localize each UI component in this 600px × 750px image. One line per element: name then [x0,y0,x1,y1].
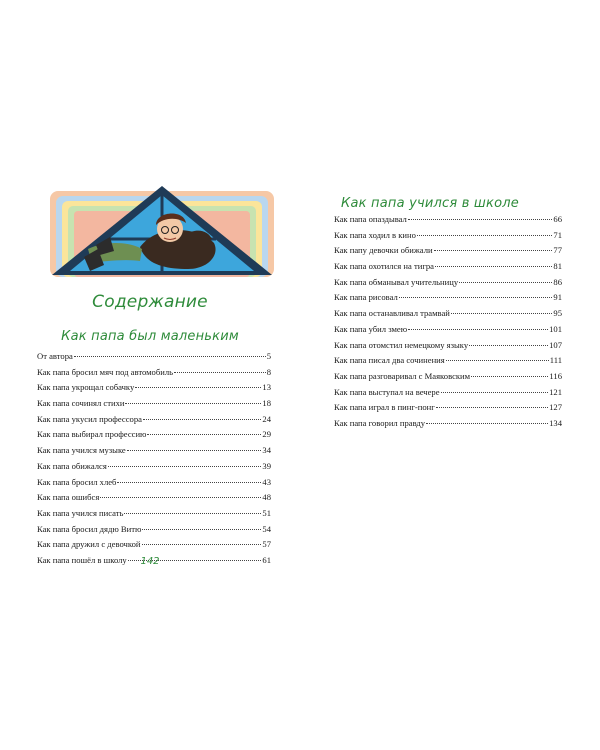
toc-entry-title: Как папа ошибся [37,492,100,503]
toc-entry[interactable] [334,228,562,244]
toc-entry[interactable] [37,443,271,459]
toc-entry-title: Как папа останавливал трамвай [334,308,450,319]
toc-entry-title: Как папа писал два сочинения [334,355,445,366]
dot-leader [143,419,261,420]
dot-leader [124,513,261,514]
toc-entry[interactable] [37,365,271,381]
dot-leader [399,297,553,298]
dot-leader [135,387,261,388]
toc-entry-page: 18 [262,398,271,409]
toc-entry-page: 54 [262,523,271,534]
dot-leader [117,482,261,483]
toc-entry-title: Как папа выбирал профессию [37,429,147,440]
dot-leader [471,376,548,377]
toc-entry[interactable] [37,459,271,475]
dot-leader [127,450,262,451]
toc-entry-title: Как папа убил змею [334,323,408,334]
toc-entry-page: 34 [262,445,271,456]
dot-leader [435,266,552,267]
dot-leader [436,407,548,408]
toc-entry-page: 39 [262,460,271,471]
toc-entry[interactable] [37,506,271,522]
toc-entry-page: 111 [549,355,562,366]
toc-entry-title: Как папа отомстил немецкому языку [334,339,469,350]
dot-leader [125,403,261,404]
toc-entry-page: 134 [549,417,562,428]
toc-entry-page: 95 [553,308,562,319]
dot-leader [408,329,548,330]
toc-entry[interactable] [37,396,271,412]
toc-entry-title: Как папа учился писать [37,507,124,518]
toc-entry[interactable] [37,475,271,491]
toc-entry-page: 51 [262,507,271,518]
toc-entry[interactable] [334,338,562,354]
toc-entry-page: 116 [549,370,562,381]
toc-entry-page: 29 [262,429,271,440]
toc-entry-page: 24 [262,413,271,424]
toc-entry[interactable] [37,537,271,553]
toc-entry-page: 66 [553,214,562,224]
dot-leader [100,497,261,498]
toc-entry[interactable] [37,349,271,365]
toc-entry-title: Как папа бросил мяч под автомобиль [37,366,174,377]
dot-leader [451,313,553,314]
toc-entry-title: Как папу девочки обижали [334,245,433,256]
toc-list-left [37,349,271,569]
toc-entry[interactable] [334,369,562,385]
toc-entry-title: Как папа пошёл в школу [37,554,127,565]
toc-entry-page: 81 [553,261,562,272]
dot-leader [147,434,261,435]
contents-title: Содержание [92,292,208,312]
toc-entry[interactable] [334,243,562,259]
toc-entry-page: 127 [549,402,562,413]
toc-entry[interactable] [37,380,271,396]
toc-entry[interactable] [334,322,562,338]
toc-entry-title: Как папа охотился на тигра [334,261,434,272]
toc-entry[interactable] [334,259,562,275]
toc-entry-title: Как папа укусил профессора [37,413,142,424]
toc-entry-title: Как папа укрощал собачку [37,382,135,393]
dot-leader [142,529,261,530]
toc-entry-page: 13 [262,382,271,393]
dot-leader [459,282,552,283]
toc-entry-page: 121 [549,386,562,397]
section-title-school: Как папа учился в школе [341,196,519,211]
dot-leader [174,372,266,373]
toc-entry[interactable] [37,522,271,538]
toc-entry-title: Как папа обманывал учительницу [334,276,459,287]
toc-entry-title: Как папа бросил дядю Витю [37,523,142,534]
section-title-childhood: Как папа был маленьким [61,329,239,344]
toc-entry-title: Как папа разговаривал с Маяковским [334,370,471,381]
toc-entry-title: Как папа дружил с девочкой [37,539,141,550]
dot-leader [408,219,553,220]
toc-entry[interactable] [37,427,271,443]
toc-entry[interactable] [334,212,562,228]
dot-leader [446,360,549,361]
toc-entry-title: От автора [37,351,73,361]
toc-entry-title: Как папа играл в пинг-понг [334,402,435,413]
dot-leader [426,423,548,424]
toc-entry-page: 57 [262,539,271,550]
toc-list-right [334,212,562,432]
toc-entry-page: 91 [553,292,562,303]
right-page [300,0,600,750]
toc-entry[interactable] [334,385,562,401]
toc-entry-page: 8 [266,366,271,377]
toc-entry-title: Как папа опаздывал [334,214,407,224]
toc-entry-title: Как папа выступал на вечере [334,386,440,397]
toc-entry-page: 86 [553,276,562,287]
toc-entry-title: Как папа сочинял стихи [37,398,125,409]
toc-entry-page: 71 [553,229,562,240]
toc-entry-title: Как папа говорил правду [334,417,426,428]
toc-entry[interactable] [37,412,271,428]
toc-entry[interactable] [334,400,562,416]
dot-leader [434,250,553,251]
boy-on-roof-illustration [48,183,276,279]
toc-entry[interactable] [334,306,562,322]
dot-leader [74,356,266,357]
toc-entry[interactable] [37,490,271,506]
toc-entry-title: Как папа учился музыке [37,445,126,456]
dot-leader [108,466,262,467]
toc-entry-page: 77 [553,245,562,256]
toc-entry-page: 5 [266,351,271,361]
dot-leader [469,345,548,346]
dot-leader [142,544,262,545]
toc-entry-page: 61 [262,554,271,565]
toc-entry-page: 107 [549,339,562,350]
toc-entry[interactable] [334,290,562,306]
page-number: 142 [140,556,160,567]
toc-entry-page: 48 [262,492,271,503]
toc-entry-title: Как папа ходил в кино [334,229,416,240]
toc-entry[interactable] [334,353,562,369]
dot-leader [441,392,549,393]
toc-entry-title: Как папа рисовал [334,292,398,303]
toc-entry[interactable] [334,275,562,291]
toc-entry-page: 101 [549,323,562,334]
toc-entry-title: Как папа обижался [37,460,107,471]
toc-entry-title: Как папа бросил хлеб [37,476,117,487]
toc-entry[interactable] [334,416,562,432]
toc-entry-page: 43 [262,476,271,487]
dot-leader [417,235,552,236]
